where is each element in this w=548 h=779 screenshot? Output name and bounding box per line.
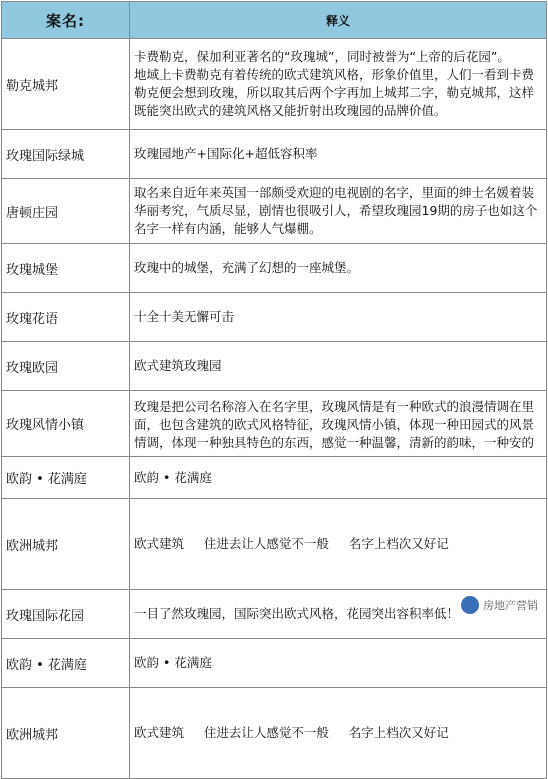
row-meaning (130, 391, 547, 457)
table-row (2, 342, 547, 391)
table-row (2, 391, 547, 457)
meaning-line: 十全十美无懈可击 (134, 309, 235, 324)
meaning-line: 勒克便会想到玫瑰，所以取其后两个字再加上城邦二字，勒克城邦，这样 (134, 85, 535, 100)
meaning-line: 取名来自近年来英国一部颇受欢迎的电视剧的名字，里面的绅士名媛着装 (134, 185, 535, 200)
meaning-line: 面，也包含建筑的欧式风格特征，玫瑰风情小镇，体现一种田园式的风景 (134, 416, 535, 432)
meaning-line: 地域上卡费勒克有着传统的欧式建筑风格，形象价值里，人们一看到卡费 (134, 67, 535, 82)
meaning-line: 卡费勒克，保加利亚著名的“玫瑰城”，同时被誉为“上帝的后花园”。 (134, 49, 510, 64)
row-name: 玫瑰风情小镇 (2, 391, 130, 457)
row-meaning (130, 457, 547, 499)
row-name: 玫瑰花语 (2, 293, 130, 342)
naming-table (1, 1, 547, 779)
table-row (2, 688, 547, 779)
table-row (2, 39, 547, 130)
table-row (2, 457, 547, 499)
row-name: 勒克城邦 (2, 39, 130, 130)
row-meaning (130, 499, 547, 590)
table-row (2, 244, 547, 293)
meaning-line: 欧韵 • 花满庭 (134, 469, 212, 485)
watermark (459, 594, 542, 616)
header-meaning: 释义 (130, 2, 547, 39)
meaning-line: 情调，体现一种独具特色的东西，感觉一种温馨，清新的韵味，一种安的 (134, 434, 535, 450)
meaning-line: 玫瑰中的城堡，充满了幻想的一座城堡。 (134, 260, 360, 275)
table-row (2, 130, 547, 179)
meaning-line: 玫瑰是把公司名称溶入在名字里，玫瑰风情是有一种欧式的浪漫情调在里 (134, 398, 535, 414)
row-name: 欧洲城邦 (2, 688, 130, 779)
row-meaning (130, 130, 547, 179)
meaning-line: 一目了然玫瑰园，国际突出欧式风格，花园突出容积率低！ (134, 606, 460, 621)
row-meaning (130, 342, 547, 391)
table-row (2, 499, 547, 590)
row-meaning (130, 39, 547, 130)
row-name: 欧洲城邦 (2, 499, 130, 590)
meaning-clip (134, 398, 542, 450)
row-name: 欧韵 • 花满庭 (2, 457, 130, 499)
meaning-line: 名字一样有内涵，能够人气爆棚。 (134, 221, 322, 236)
globe-icon (461, 596, 479, 614)
meaning-line: 欧式建筑 住进去让人感觉不一般 名字上档次又好记 (134, 725, 449, 740)
row-name: 唐顿庄园 (2, 179, 130, 244)
table-row (2, 639, 547, 688)
row-meaning (130, 688, 547, 779)
table-row (2, 179, 547, 244)
row-name: 玫瑰城堡 (2, 244, 130, 293)
table-row (2, 293, 547, 342)
row-meaning (130, 179, 547, 244)
row-meaning (130, 244, 547, 293)
table-header-row (2, 2, 547, 39)
row-name: 欧韵 • 花满庭 (2, 639, 130, 688)
meaning-line: 欧韵 • 花满庭 (134, 655, 212, 670)
meaning-line: 华丽考究，气质尽显，剧情也很吸引人，希望玫瑰园19期的房子也如这个 (134, 203, 538, 218)
watermark-text: 房地产营销 (483, 599, 538, 612)
row-meaning (130, 639, 547, 688)
meaning-line: 玫瑰园地产+国际化+超低容积率 (134, 146, 318, 161)
header-name: 案名: (2, 2, 130, 39)
meaning-line: 欧式建筑玫瑰园 (134, 358, 222, 373)
row-name: 玫瑰国际绿城 (2, 130, 130, 179)
row-meaning (130, 293, 547, 342)
row-name: 玫瑰国际花园 (2, 590, 130, 639)
row-name: 玫瑰欧园 (2, 342, 130, 391)
meaning-line: 既能突出欧式的建筑风格又能折射出玫瑰园的品牌价值。 (134, 103, 447, 118)
meaning-line: 欧式建筑 住进去让人感觉不一般 名字上档次又好记 (134, 536, 449, 551)
